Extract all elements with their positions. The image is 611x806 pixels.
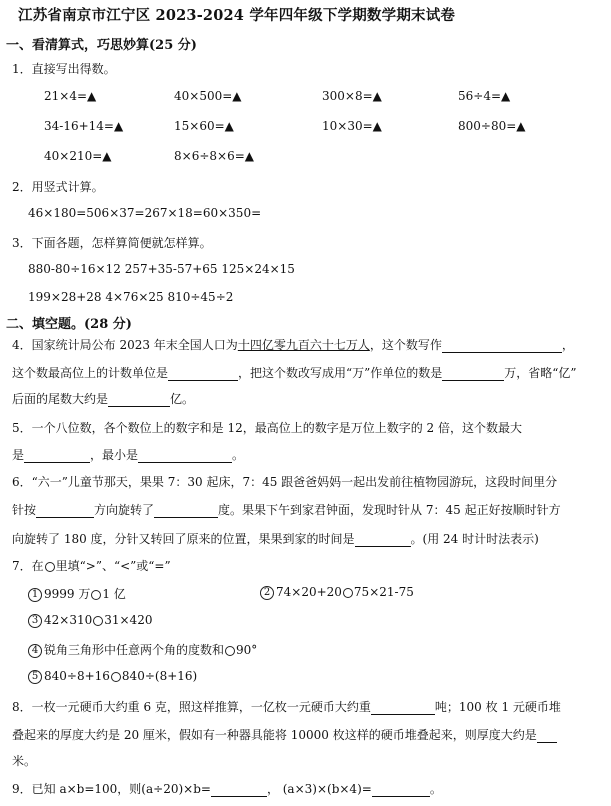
section-1-heading: 一、看清算式，巧思妙算(25 分) (6, 38, 197, 53)
q1-item: 300×8=▲ (322, 89, 382, 103)
q6-line1: 6．“六一”儿童节那天，果果 7：30 起床，7：45 跟爸爸妈妈一起出发前往植物园游玩，这段时间里分 (12, 475, 558, 489)
q1-item: 800÷80=▲ (458, 119, 526, 133)
q6-line2: 针按 方向旋转了 度。果果下午到家君钟面，发现时针从 7：45 起正好按顺时针方 (12, 503, 561, 517)
answer-blank[interactable] (108, 392, 170, 407)
q6-line3: 向旋转了 180 度，分针又转回了原来的位置，果果到家的时间是 。(用 24 时计时法表示) (12, 532, 539, 546)
q1-label: 1．直接写出得数。 (12, 62, 116, 76)
compare-circle[interactable] (343, 588, 353, 598)
answer-blank[interactable] (442, 338, 562, 353)
answer-blank[interactable] (371, 700, 435, 715)
q2-label: 2．用竖式计算。 (12, 180, 104, 194)
q3-problems-line2: 199×28+28 4×76×25 810÷45÷2 (28, 290, 234, 304)
compare-circle[interactable] (111, 672, 121, 682)
answer-blank[interactable] (372, 782, 430, 797)
population-number: 十四亿零九百六十七万人 (237, 338, 370, 352)
q7-item-5: 5 840÷8+16 840÷(8+16) (28, 669, 197, 684)
compare-circle[interactable] (91, 590, 101, 600)
q8-line2: 叠起来的厚度大约是 20 厘米，假如有一种器具能将 10000 枚这样的硬币堆叠起来，则厚度大约是 (12, 726, 557, 743)
circled-number: 1 (28, 588, 42, 602)
q7-item-1: 1 9999 万 1 亿 (28, 585, 126, 602)
q7-item-4: 4 锐角三角形中任意两个角的度数和 90° (28, 641, 257, 658)
q8-line3: 米。 (12, 754, 37, 768)
section-2-heading: 二、填空题。(28 分) (6, 317, 132, 332)
q1-item: 8×6÷8×6=▲ (174, 149, 254, 163)
answer-blank[interactable] (442, 366, 504, 381)
answer-blank[interactable] (154, 503, 218, 518)
circled-number: 3 (28, 614, 42, 628)
blank-circle-icon (45, 562, 55, 572)
q5-line1: 5．一个八位数，各个数位上的数字和是 12，最高位上的数字是万位上数字的 2 倍，这个数最大 (12, 421, 522, 435)
circled-number: 4 (28, 644, 42, 658)
q1-item: 15×60=▲ (174, 119, 234, 133)
q1-item: 40×500=▲ (174, 89, 242, 103)
answer-blank[interactable] (168, 366, 238, 381)
compare-circle[interactable] (93, 616, 103, 626)
answer-blank[interactable] (36, 503, 94, 518)
circled-number: 2 (260, 586, 274, 600)
q5-line2: 是 ，最小是 。 (12, 448, 245, 462)
q1-item: 34-16+14=▲ (44, 119, 124, 133)
q3-label: 3．下面各题，怎样算简便就怎样算。 (12, 236, 212, 250)
q2-problems: 46×180=506×37=267×18=60×350= (28, 206, 262, 220)
page-title: 江苏省南京市江宁区 2023-2024 学年四年级下学期数学期末试卷 (18, 7, 456, 24)
answer-blank[interactable] (138, 448, 232, 463)
compare-circle[interactable] (225, 646, 235, 656)
answer-blank[interactable] (211, 782, 267, 797)
circled-number: 5 (28, 670, 42, 684)
q3-problems-line1: 880-80÷16×12 257+35-57+65 125×24×15 (28, 262, 295, 276)
q4-line1: 4．国家统计局公布 2023 年末全国人口为十四亿零九百六十七万人，这个数写作 ， (12, 338, 574, 352)
q1-item: 40×210=▲ (44, 149, 112, 163)
q4-line2: 这个数最高位上的计数单位是 ，把这个数改写成用“万”作单位的数是 万，省略“亿” (12, 366, 577, 380)
q1-item: 10×30=▲ (322, 119, 382, 133)
q7-item-2: 2 74×20+20 75×21-75 (260, 585, 414, 600)
q1-item: 21×4=▲ (44, 89, 97, 103)
q9-line: 9．已知 a×b=100，则(a÷20)×b= ， (a×3)×(b×4)= 。 (12, 782, 442, 796)
answer-blank[interactable] (24, 448, 90, 463)
q1-item: 56÷4=▲ (458, 89, 511, 103)
q7-item-3: 3 42×310 31×420 (28, 613, 152, 628)
q8-line1: 8．一枚一元硬币大约重 6 克，照这样推算，一亿枚一元硬币大约重 吨；100 枚 1 元硬币堆 (12, 700, 561, 714)
answer-blank[interactable] (537, 728, 557, 743)
q4-line3: 后面的尾数大约是 亿。 (12, 392, 195, 406)
q7-label: 7．在 里填“>”、“<”或“=” (12, 559, 171, 573)
answer-blank[interactable] (355, 532, 411, 547)
